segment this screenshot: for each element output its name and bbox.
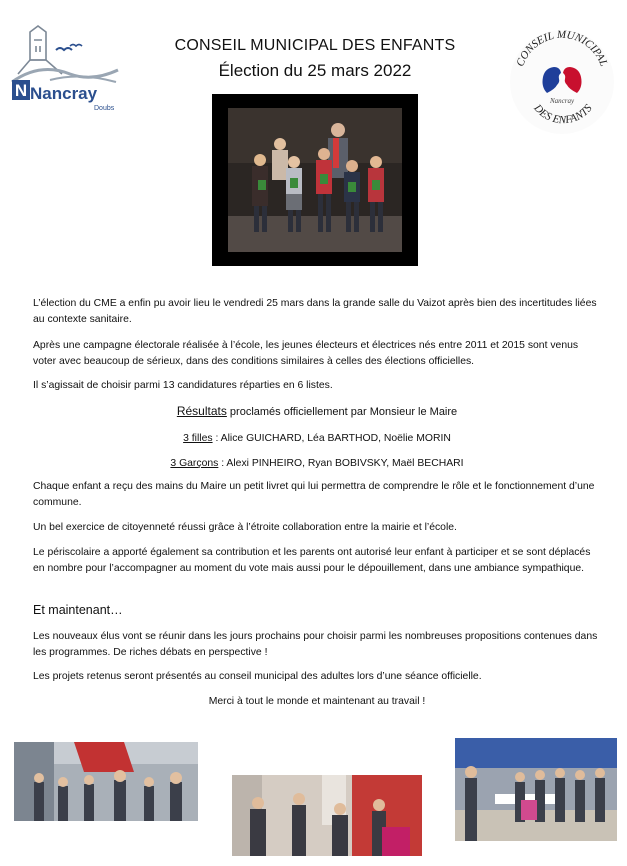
girls-names: : Alice GUICHARD, Léa BARTHOD, Noëlie MORIN	[212, 433, 451, 444]
logo-left-text: Nancray	[30, 84, 98, 103]
girls-label: 3 filles	[183, 433, 213, 444]
gym-hall-photo	[455, 738, 617, 841]
results-text: proclamés officiellement par Monsieur le Maire	[226, 406, 458, 418]
paragraph-projects: Les projets retenus seront présentés au conseil municipal des adultes lors d’une séance officielle.	[33, 671, 482, 682]
boys-label: 3 Garçons	[170, 458, 219, 469]
ballot-count-photo	[232, 775, 422, 856]
cme-logo-arc-text: CONSEIL MUNICIPAL	[514, 28, 610, 69]
logo-left-subtext: Doubs	[94, 105, 115, 112]
paragraph-booklet: Chaque enfant a reçu des mains du Maire un petit livret qui lui permettra de comprendre le rôle et le fonctionnement d’une commune.	[33, 481, 595, 508]
document-title: CONSEIL MUNICIPAL DES ENFANTS	[174, 37, 456, 54]
closing-line: Merci à tout le monde et maintenant au travail !	[208, 696, 426, 707]
nancray-town-logo	[10, 22, 120, 114]
document-subtitle: Élection du 25 mars 2022	[218, 61, 412, 80]
paragraph-citizenship: Un bel exercice de citoyenneté réussi grâce à l’étroite collaboration entre la mairie et l’école.	[33, 522, 457, 533]
section-heading: Et maintenant…	[33, 603, 123, 617]
paragraph-intro: L’élection du CME a enfin pu avoir lieu le vendredi 25 mars dans la grande salle du Vaizot après bien des incertitudes liées au contexte sanitaire.	[33, 298, 597, 325]
results-label: Résultats	[176, 404, 227, 418]
cme-logo-bottom-text: DES ENFANTS	[531, 102, 595, 127]
main-photo-frame	[212, 94, 418, 266]
vote-room-photo	[14, 742, 198, 821]
boys-line	[33, 456, 601, 472]
paragraph-next-steps: Les nouveaux élus vont se réunir dans les jours prochains pour choisir parmi les nombreuses propositions contenues dans les programmes. De riches débats en perspective !	[33, 631, 598, 658]
results-heading	[33, 404, 601, 421]
cme-logo-middle-text: Nancray	[549, 97, 575, 105]
girls-line	[33, 431, 601, 447]
paragraph-campaign: Après une campagne électorale réalisée à l’école, les jeunes électeurs et électrices nés entre 2011 et 2015 sont venus voter avec beaucoup de sérieux, dans des conditions similaires à celles des élections officielles.	[33, 340, 579, 367]
paragraph-candidates: Il s’agissait de choisir parmi 13 candidatures réparties en 6 listes.	[33, 380, 333, 391]
boys-names: : Alexi PINHEIRO, Ryan BOBIVSKY, Maël BECHARI	[218, 458, 464, 469]
paragraph-periscolaire: Le périscolaire a apporté également sa contribution et les parents ont autorisé leur enfant à participer et se sont déplacés en nombre pour l’accompagner au moment du vote mais aussi pour le dépouillement, dans une ambiance sympathique.	[33, 547, 591, 574]
cme-logo	[507, 27, 617, 137]
children-group-photo	[228, 108, 402, 252]
logo-left-initial: N	[14, 81, 28, 100]
